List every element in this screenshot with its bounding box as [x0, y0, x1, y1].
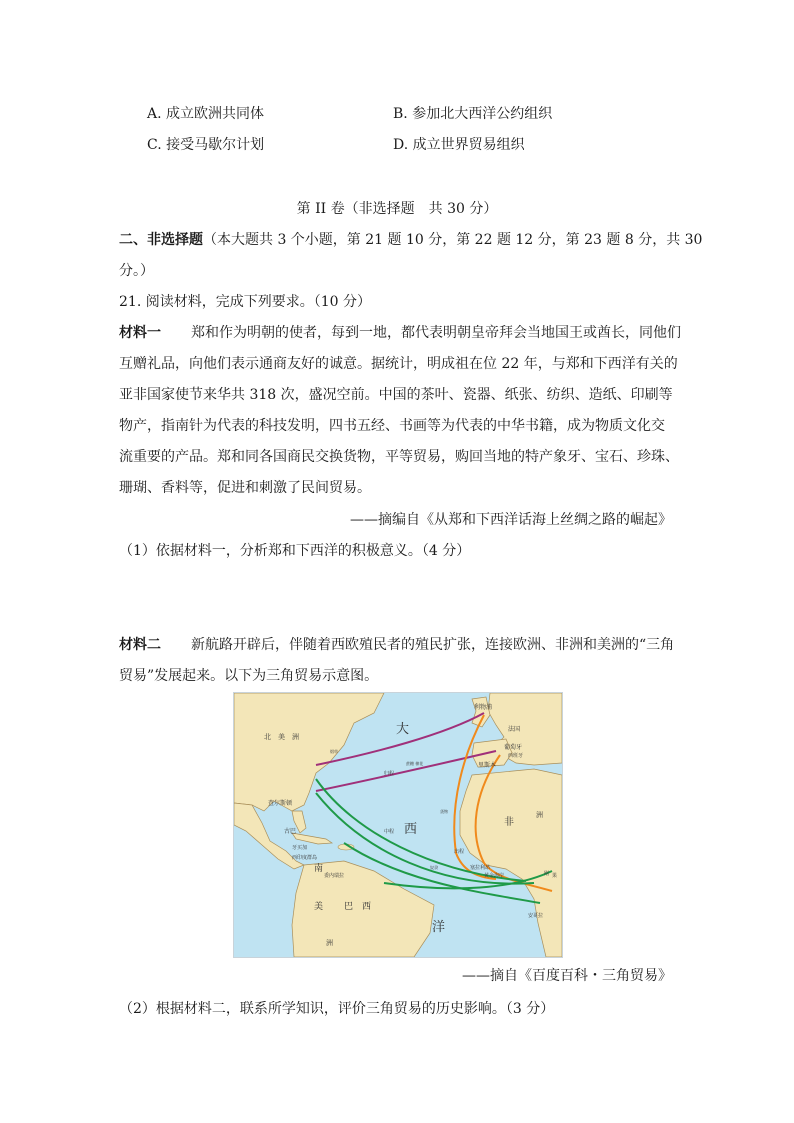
- material1-text-4: 物产，指南针为代表的科技发明，四书五经、书画等为代表的中华书籍，成为物质文化交: [119, 418, 665, 434]
- label-tobacco: 烟草: [330, 749, 338, 754]
- material2-label: 材料二: [119, 637, 161, 653]
- material2-text-1: 新航路开辟后，伴随着西欧殖民者的殖民扩张，连接欧洲、非洲和美洲的“三角: [191, 637, 675, 653]
- label-legend-b: 果: [552, 873, 558, 879]
- label-africa-fei: 非: [504, 817, 514, 828]
- label-yang: 洋: [432, 920, 446, 935]
- label-west-indies: 西印度群岛: [292, 855, 318, 861]
- label-jamaica: 牙买加: [292, 845, 308, 851]
- material1-text-3: 亚非国家使节来华共 318 次，盛况空前。中国的茶叶、瓷器、纸张、纺织、造纸、印刷等: [119, 387, 673, 403]
- label-north-america: 北 美 洲: [264, 733, 299, 741]
- sub-question-2: （2）根据材料二，联系所学知识，评价三角贸易的历史影响。（3 分）: [119, 1001, 555, 1017]
- choice-c: C. 接受马歇尔计划: [147, 137, 265, 153]
- label-france: 法国: [508, 726, 521, 733]
- source-1: ——摘编自《从郑和下西洋话海上丝绸之路的崛起》: [350, 512, 672, 528]
- sub-question-1: （1）依据材料一，分析郑和下西洋的积极意义。（4 分）: [119, 543, 471, 559]
- label-da: 大: [396, 722, 410, 737]
- label-africa-zhou: 洲: [536, 811, 543, 819]
- material1-line-1: [119, 322, 681, 342]
- triangle-trade-map: [233, 692, 563, 958]
- section-title: 第 II 卷（非选择题 共 30 分）: [296, 201, 498, 217]
- label-legend-a: 刚: [544, 871, 550, 877]
- label-south-mei: 美: [314, 902, 324, 912]
- label-gold-coast: 黄金海岸: [484, 873, 505, 879]
- q21-stem: 21. 阅读材料，完成下列要求。（10 分）: [119, 294, 371, 310]
- label-outbound: 出程: [454, 849, 465, 855]
- material1-text-5: 流重要的产品。郑和同各国商民交换货物，平等贸易，购回当地的特产象牙、宝石、珍珠、: [119, 449, 679, 465]
- label-portugal: 葡萄牙: [504, 744, 523, 751]
- label-venezuela: 委内瑞拉: [324, 873, 345, 879]
- label-goods: 货物: [440, 809, 448, 814]
- label-return-goods: 蔗糖 棉花: [406, 761, 424, 766]
- label-south-zhou: 洲: [326, 939, 333, 947]
- section-heading-line2: 分。）: [119, 263, 154, 279]
- label-brazil: 巴 西: [344, 902, 372, 912]
- material1-text-2: 互赠礼品，向他们表示通商友好的诚意。据统计，明成祖在位 22 年，与郑和下西洋有关的: [119, 356, 678, 372]
- choice-b: B. 参加北大西洋公约组织: [393, 106, 553, 122]
- source-2: ——摘自《百度百科・三角贸易》: [462, 968, 672, 984]
- label-slaves: 奴隶: [430, 865, 438, 870]
- label-liverpool: 利物浦: [474, 704, 493, 711]
- label-spain: 西班牙: [508, 753, 524, 759]
- label-lisbon: 里斯本: [478, 762, 497, 769]
- material1-label: 材料一: [119, 325, 161, 341]
- label-south-nan: 南: [314, 864, 324, 874]
- label-cuba: 古巴: [284, 828, 297, 835]
- label-middle: 中程: [384, 829, 395, 835]
- material1-text-6: 珊瑚、香料等，促进和刺激了民间贸易。: [119, 480, 371, 496]
- label-charleston: 查尔斯顿: [268, 800, 293, 807]
- choice-d: D. 成立世界贸易组织: [393, 137, 525, 153]
- label-sierra-leone: 塞拉利昂: [470, 865, 491, 871]
- material2-text-2: 贸易”发展起来。以下为三角贸易示意图。: [119, 668, 379, 684]
- material1-text-1: 郑和作为明朝的使者，每到一地，都代表明朝皇帝拜会当地国王或酋长，同他们: [191, 325, 681, 341]
- choice-a: A. 成立欧洲共同体: [147, 106, 265, 122]
- section-heading-rest: （本大题共 3 个小题，第 21 题 10 分，第 22 题 12 分，第 23 题 8 分，共 30: [203, 232, 703, 248]
- section-heading: [119, 229, 702, 249]
- material2-line-1: [119, 634, 674, 654]
- label-angola: 安哥拉: [528, 913, 544, 919]
- section-heading-bold: 二、非选择题: [119, 232, 203, 248]
- label-xi: 西: [404, 822, 418, 837]
- label-return: 归程: [384, 771, 395, 777]
